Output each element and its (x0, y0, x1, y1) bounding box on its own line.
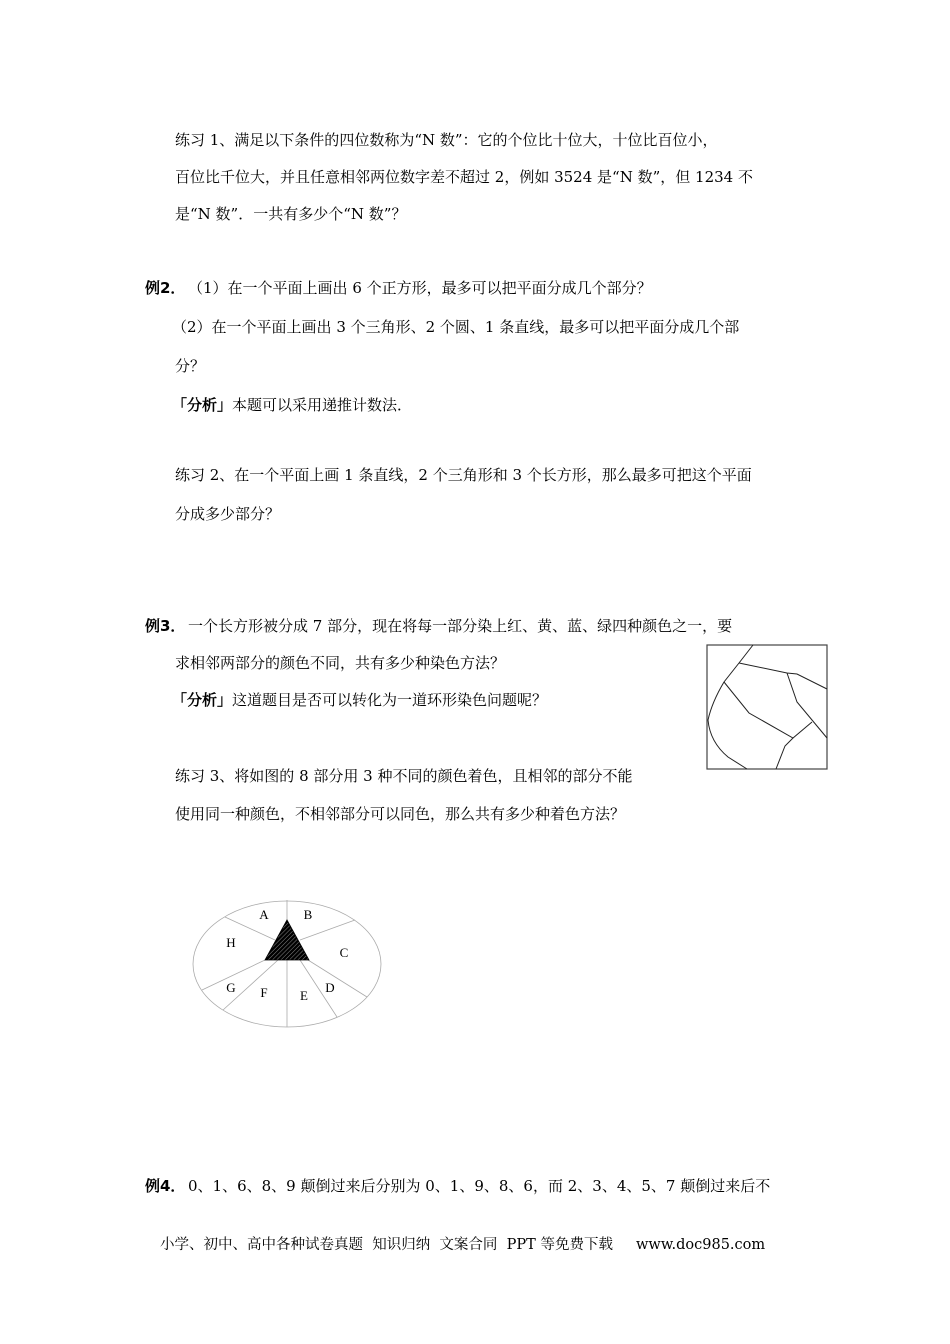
example2-analysis (172, 395, 412, 415)
footer: 小学、初中、高中各种试卷真题 知识归纳 文案合同 PPT 等免费下载 www.doc985.com (160, 1237, 766, 1253)
example2-line2: （2）在一个平面上画出 3 个三角形、2 个圆、1 条直线，最多可以把平面分成几个部 (172, 318, 740, 336)
example2-line1: （1）在一个平面上画出 6 个正方形，最多可以把平面分成几个部分？ (188, 279, 652, 297)
practice3-line1: 练习 3、将如图的 8 部分用 3 种不同的颜色着色，且相邻的部分不能 (175, 767, 633, 785)
label-f: F (260, 985, 268, 1000)
label-a: A (259, 907, 269, 922)
example3-label: 例3． (145, 617, 186, 635)
practice1-line2: 百位比千位大，并且任意相邻两位数字差不超过 2，例如 3524 是“N 数”，但 1234 不 (175, 168, 753, 186)
analysis-text: 这道题目是否可以转化为一道环形染色问题呢？ (232, 691, 548, 709)
practice2-line2: 分成多少部分？ (175, 505, 281, 523)
analysis-tag: 「分析」 (172, 396, 233, 414)
ellipse-coloring-figure (185, 890, 390, 1035)
practice1-line3: 是“N 数”．一共有多少个“N 数”？ (175, 205, 407, 223)
label-g: G (226, 980, 236, 995)
example3-line2: 求相邻两部分的颜色不同，共有多少种染色方法？ (175, 654, 506, 672)
analysis-text: 本题可以采用递推计数法． (232, 396, 413, 414)
label-b: B (303, 907, 313, 922)
practice3-line2: 使用同一种颜色，不相邻部分可以同色，那么共有多少种着色方法？ (175, 805, 626, 823)
analysis-tag: 「分析」 (172, 691, 233, 709)
example3-analysis (172, 690, 547, 710)
rectangle-partition-figure (700, 640, 835, 775)
label-d: D (325, 980, 335, 995)
example4-line1: 0、1、6、8、9 颠倒过来后分别为 0、1、9、8、6，而 2、3、4、5、7 颠倒过来后不 (188, 1177, 771, 1195)
example2-label: 例2． (145, 279, 186, 297)
label-c: C (339, 945, 349, 960)
example2-line3: 分？ (175, 357, 206, 375)
practice2-line1: 练习 2、在一个平面上画 1 条直线，2 个三角形和 3 个长方形，那么最多可把这个平面 (175, 466, 752, 484)
practice1-line1: 练习 1、满足以下条件的四位数称为“N 数”：它的个位比十位大，十位比百位小， (175, 131, 718, 149)
example4-label: 例4． (145, 1177, 186, 1195)
example3-line1: 一个长方形被分成 7 部分，现在将每一部分染上红、黄、蓝、绿四种颜色之一，要 (188, 617, 733, 635)
label-h: H (226, 935, 236, 950)
label-e: E (300, 988, 308, 1003)
